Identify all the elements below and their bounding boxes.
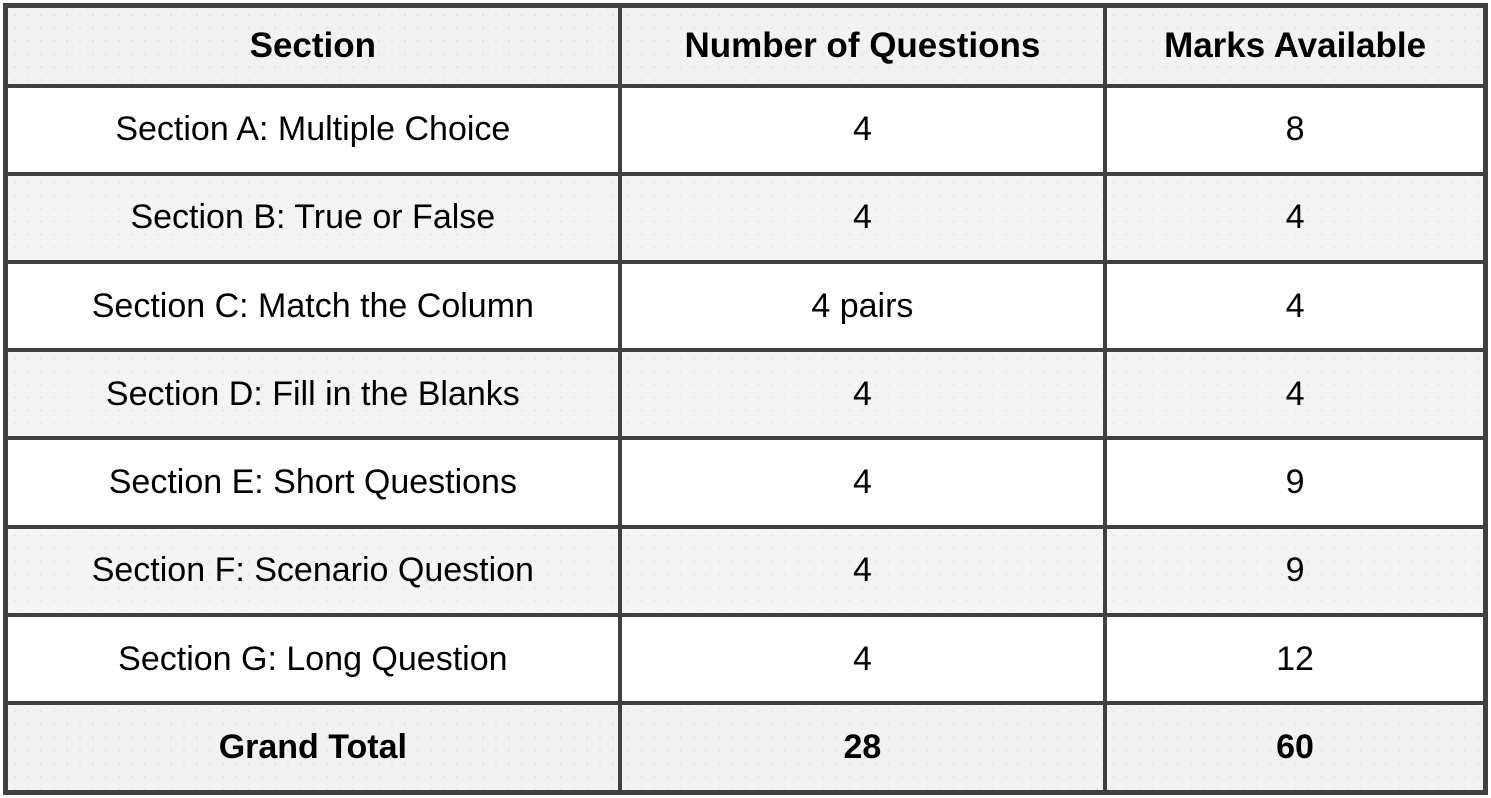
table-row [6,262,1486,350]
marks-cell: 4 [1105,350,1485,438]
grand-total-row [6,703,1486,792]
questions-cell: 4 pairs [620,262,1105,350]
table-row [6,527,1486,615]
column-header-section: Section [6,6,620,86]
marks-cell: 4 [1105,174,1485,262]
section-cell: Section B: True or False [6,174,620,262]
section-cell: Section F: Scenario Question [6,527,620,615]
column-header-questions: Number of Questions [620,6,1105,86]
questions-cell: 4 [620,527,1105,615]
section-cell: Section E: Short Questions [6,438,620,526]
marks-cell: 4 [1105,262,1485,350]
table-row [6,438,1486,526]
grand-total-questions: 28 [620,703,1105,792]
section-cell: Section G: Long Question [6,615,620,703]
marks-cell: 12 [1105,615,1485,703]
column-header-marks: Marks Available [1105,6,1485,86]
questions-cell: 4 [620,438,1105,526]
questions-cell: 4 [620,350,1105,438]
table-row [6,350,1486,438]
marks-cell: 9 [1105,527,1485,615]
table-body [6,86,1486,793]
section-cell: Section A: Multiple Choice [6,86,620,174]
table-row [6,86,1486,174]
section-cell: Section C: Match the Column [6,262,620,350]
section-cell: Section D: Fill in the Blanks [6,350,620,438]
questions-cell: 4 [620,615,1105,703]
header-row [6,6,1486,86]
table-header [6,6,1486,86]
marks-cell: 8 [1105,86,1485,174]
grand-total-label: Grand Total [6,703,620,792]
table-row [6,615,1486,703]
marks-cell: 9 [1105,438,1485,526]
questions-cell: 4 [620,174,1105,262]
questions-cell: 4 [620,86,1105,174]
grand-total-marks: 60 [1105,703,1485,792]
exam-structure-table [3,3,1488,795]
table-row [6,174,1486,262]
